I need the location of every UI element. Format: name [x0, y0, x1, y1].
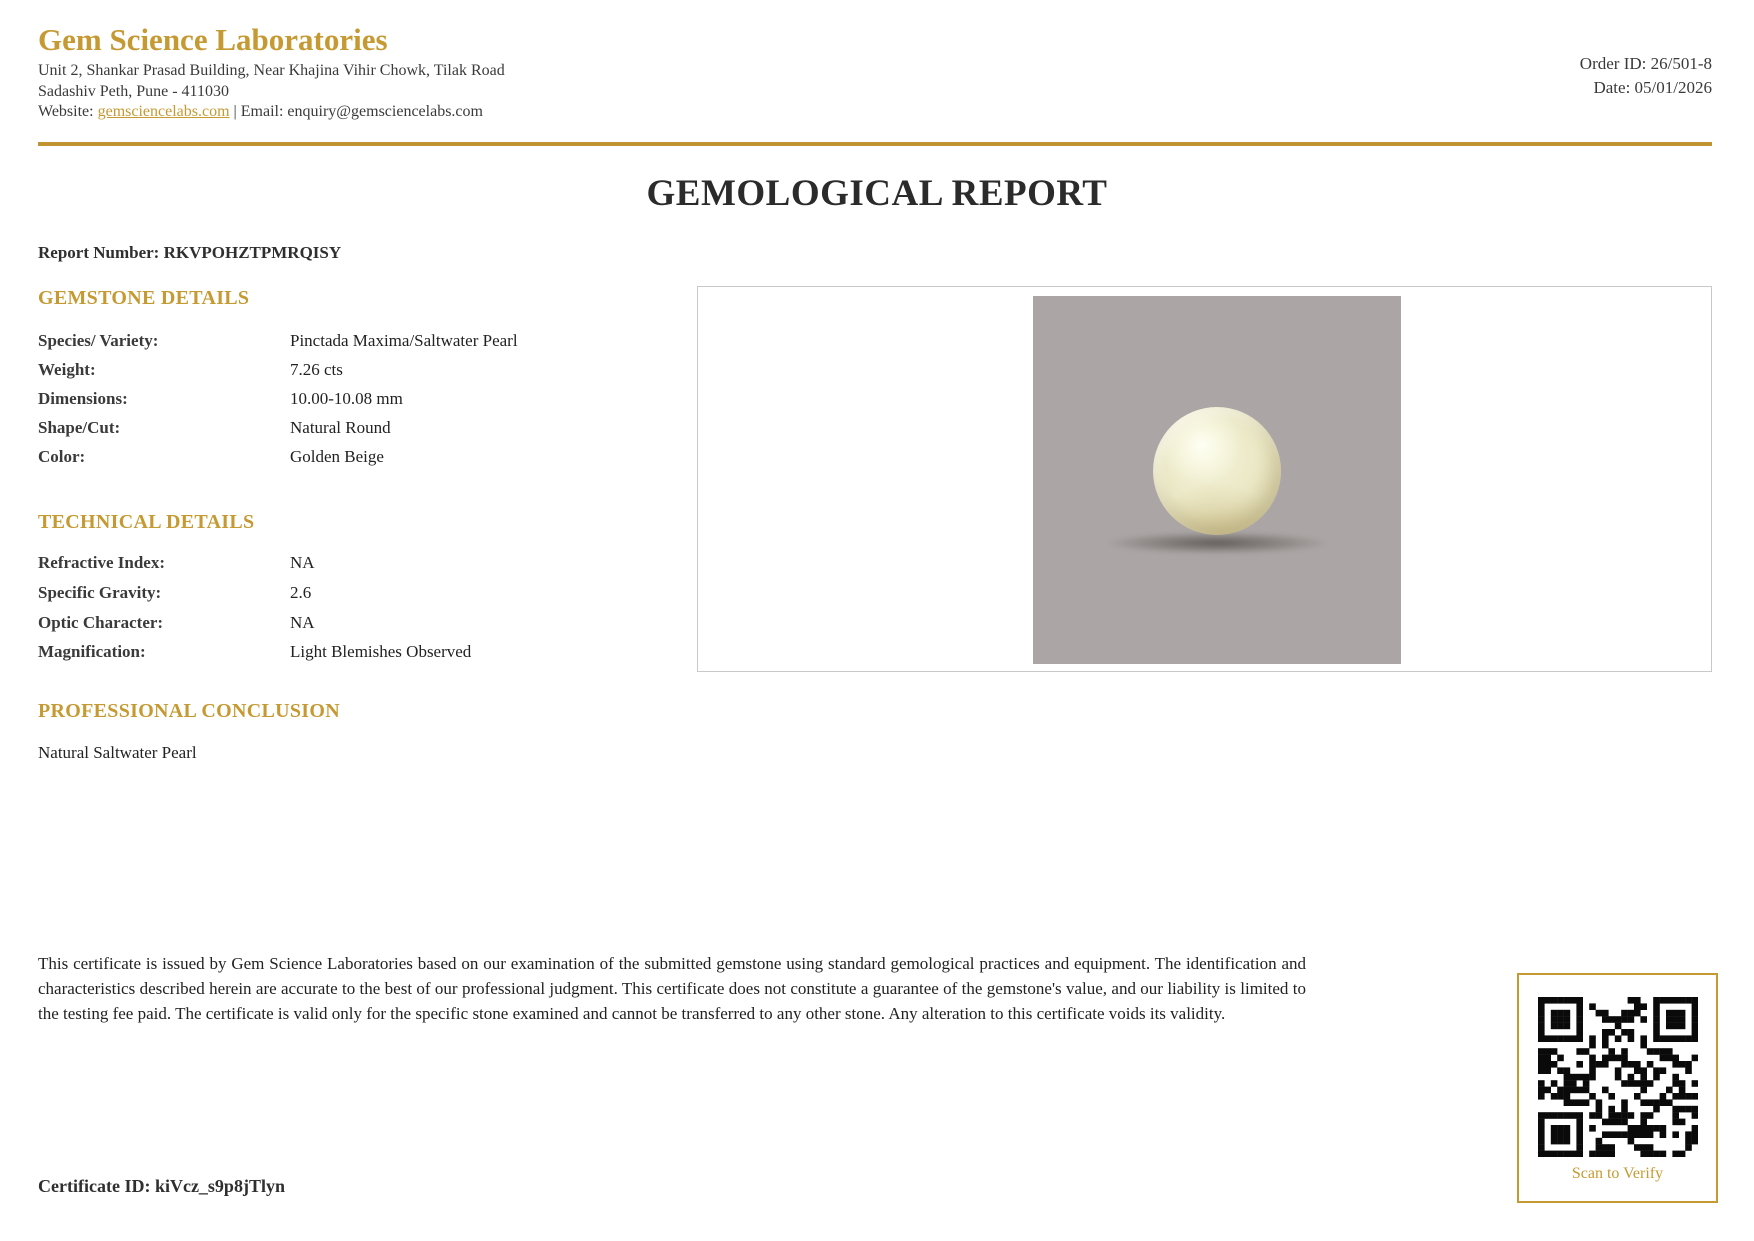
detail-value: 7.26 cts	[290, 360, 343, 379]
detail-label: Refractive Index:	[38, 553, 165, 572]
gemstone-image-frame	[697, 286, 1712, 672]
detail-value: NA	[290, 613, 315, 632]
detail-row-shape	[38, 418, 678, 440]
conclusion-text: Natural Saltwater Pearl	[38, 743, 197, 762]
section-heading-gemstone-details: GEMSTONE DETAILS	[38, 287, 250, 309]
detail-label: Optic Character:	[38, 613, 164, 632]
website-label: Website:	[38, 103, 98, 120]
detail-value: Pinctada Maxima/Saltwater Pearl	[290, 331, 518, 350]
detail-row-magnification	[38, 642, 678, 664]
order-id: Order ID: 26/501-8	[1579, 54, 1712, 73]
detail-row-species	[38, 331, 678, 353]
detail-label: Species/ Variety:	[38, 331, 159, 350]
detail-row-weight	[38, 360, 678, 382]
detail-row-refractive-index	[38, 553, 678, 575]
pearl-shadow	[1107, 532, 1327, 554]
lab-address-line1: Unit 2, Shankar Prasad Building, Near Khajina Vihir Chowk, Tilak Road	[38, 62, 505, 79]
lab-contact-line	[38, 103, 483, 121]
report-number: Report Number: RKVPOHZTPMRQISY	[38, 243, 342, 262]
qr-code	[1538, 997, 1698, 1157]
page-title: GEMOLOGICAL REPORT	[646, 173, 1108, 214]
detail-row-optic-character	[38, 613, 678, 635]
detail-label: Shape/Cut:	[38, 418, 121, 437]
detail-value: Golden Beige	[290, 447, 384, 466]
website-link[interactable]: gemsciencelabs.com	[97, 103, 230, 120]
detail-value: Natural Round	[290, 418, 391, 437]
certificate-id: Certificate ID: kiVcz_s9p8jTlyn	[38, 1176, 285, 1196]
detail-value: NA	[290, 553, 315, 572]
section-heading-technical-details: TECHNICAL DETAILS	[38, 511, 255, 533]
detail-value: 2.6	[290, 583, 312, 602]
detail-label: Color:	[38, 447, 86, 466]
email-label: | Email:	[229, 103, 288, 120]
detail-label: Magnification:	[38, 642, 146, 661]
qr-caption: Scan to Verify	[1571, 1165, 1664, 1182]
detail-label: Weight:	[38, 360, 96, 379]
detail-row-specific-gravity	[38, 583, 678, 605]
detail-label: Dimensions:	[38, 389, 128, 408]
report-date: Date: 05/01/2026	[1593, 78, 1712, 97]
detail-row-color	[38, 447, 678, 469]
section-heading-professional-conclusion: PROFESSIONAL CONCLUSION	[38, 700, 340, 722]
detail-row-dimensions	[38, 389, 678, 411]
lab-address-line2: Sadashiv Peth, Pune - 411030	[38, 83, 229, 100]
detail-value: 10.00-10.08 mm	[290, 389, 403, 408]
detail-label: Specific Gravity:	[38, 583, 162, 602]
lab-name: Gem Science Laboratories	[38, 22, 388, 57]
header-divider	[38, 142, 1712, 146]
detail-value: Light Blemishes Observed	[290, 642, 472, 661]
gemstone-photo	[1033, 296, 1401, 664]
pearl-image	[1153, 407, 1281, 535]
email-text: enquiry@gemsciencelabs.com	[287, 103, 483, 120]
qr-verify-box	[1517, 973, 1718, 1203]
disclaimer-text: This certificate is issued by Gem Science Laboratories based on our examination of the submitted gemstone using standard gemological practices and equipment. The identification and characteristics described herein are accurate to the best of our professional judgment. This certificate does not constitute a guarantee of the gemstone's value, and our liability is limited to the testing fee paid. The certificate is valid only for the specific stone examined and cannot be transferred to any other stone. Any alteration to this certificate voids its validity.	[38, 954, 1306, 1023]
